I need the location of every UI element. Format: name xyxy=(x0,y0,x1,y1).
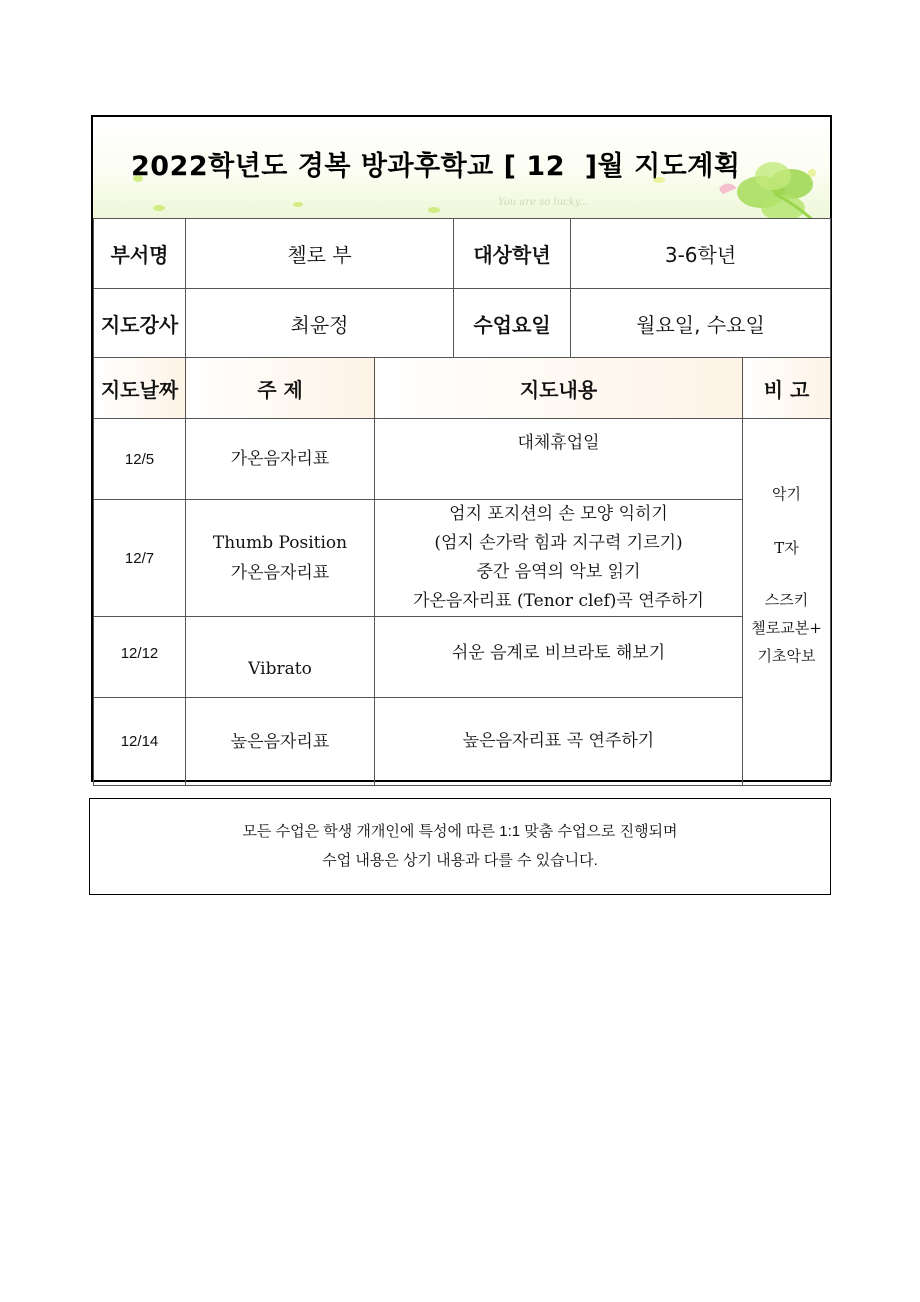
header-content: 지도내용 xyxy=(375,358,743,419)
row-content xyxy=(375,617,743,698)
header-topic: 주 제 xyxy=(186,358,375,419)
content-line: 쉬운 음계로 비브라토 해보기 xyxy=(451,642,666,663)
instructor-value: 최윤정 xyxy=(186,289,454,359)
plan-table xyxy=(93,357,831,786)
content-line: 가온음자리표 (Tenor clef)곡 연주하기 xyxy=(413,591,704,611)
row-topic xyxy=(186,500,375,617)
grade-label: 대상학년 xyxy=(454,219,571,289)
decor-dot xyxy=(153,205,165,211)
page-title: 2022학년도 경복 방과후학교 [ 12 ]월 지도계획 xyxy=(131,151,741,182)
decor-caption: You are so lucky... xyxy=(498,197,589,208)
row-topic xyxy=(186,617,375,698)
plan-header-row xyxy=(94,358,831,419)
department-value: 첼로 부 xyxy=(186,219,454,289)
topic-line: 높은음자리표 xyxy=(230,731,330,752)
row-date: 12/12 xyxy=(94,617,186,698)
topic-line: Vibrato xyxy=(248,659,312,679)
table-row xyxy=(94,419,831,500)
note-line: 스즈키 xyxy=(764,591,809,609)
decor-dot xyxy=(293,202,303,207)
note-line: 첼로교본+ xyxy=(751,619,822,637)
table-row xyxy=(94,698,831,786)
note-line: 기초악보 xyxy=(757,647,816,665)
row-date: 12/7 xyxy=(94,500,186,617)
content-line: (엄지 손가락 힘과 지구력 기르기) xyxy=(434,533,683,553)
row-topic xyxy=(186,698,375,786)
note-line: T자 xyxy=(774,539,799,557)
footnote-line: 모든 수업은 학생 개개인에 특성에 따른 1:1 맞춤 수업으로 진행되며 xyxy=(242,823,678,840)
row-topic xyxy=(186,419,375,500)
row-note xyxy=(743,419,831,786)
content-line: 대체휴업일 xyxy=(517,433,600,453)
info-table xyxy=(93,218,831,359)
row-content xyxy=(375,500,743,617)
header-note: 비 고 xyxy=(743,358,831,419)
note-line: 악기 xyxy=(772,485,801,503)
content-line: 엄지 포지션의 손 모양 익히기 xyxy=(449,504,668,524)
table-row xyxy=(94,500,831,617)
row-date: 12/5 xyxy=(94,419,186,500)
days-value: 월요일, 수요일 xyxy=(571,289,831,359)
row-content xyxy=(375,419,743,500)
days-label: 수업요일 xyxy=(454,289,571,359)
title-banner xyxy=(93,117,830,219)
table-row xyxy=(94,617,831,698)
decor-dot xyxy=(428,207,440,213)
content-line: 높은음자리표 곡 연주하기 xyxy=(462,731,655,751)
content-line: 중간 음역의 악보 읽기 xyxy=(476,562,641,582)
topic-line: 가온음자리표 xyxy=(230,563,330,583)
plan-document xyxy=(91,115,832,782)
instructor-label: 지도강사 xyxy=(94,289,186,359)
grade-value: 3-6학년 xyxy=(571,219,831,289)
topic-line: Thumb Position xyxy=(212,533,348,553)
row-date: 12/14 xyxy=(94,698,186,786)
footnote-line: 수업 내용은 상기 내용과 다를 수 있습니다. xyxy=(322,852,598,869)
department-label: 부서명 xyxy=(94,219,186,289)
footnote-box xyxy=(89,798,831,895)
header-date: 지도날짜 xyxy=(94,358,186,419)
row-content xyxy=(375,698,743,786)
topic-line: 가온음자리표 xyxy=(230,449,330,469)
